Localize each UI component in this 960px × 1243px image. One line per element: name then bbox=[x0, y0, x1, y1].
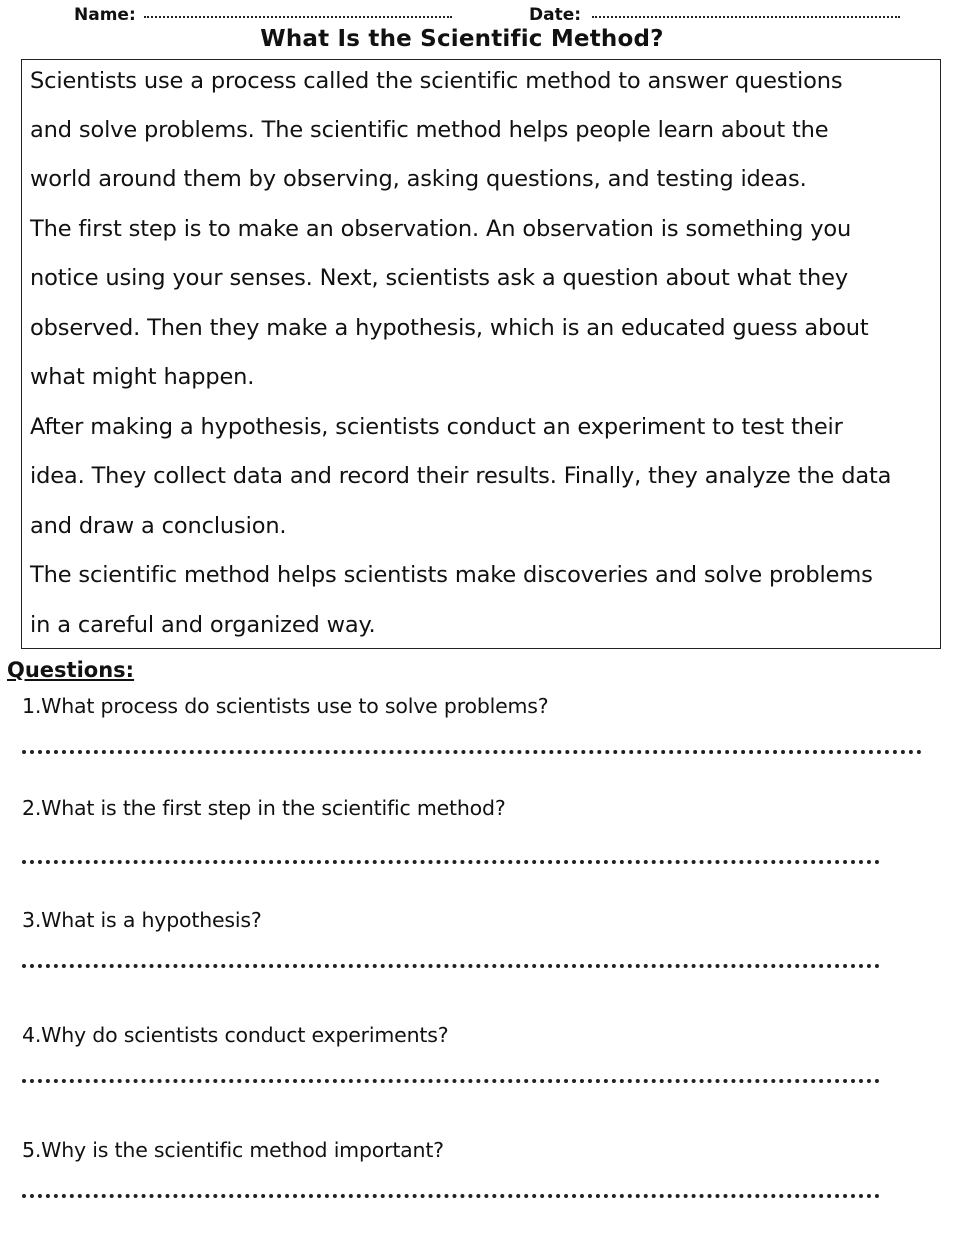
worksheet-title: What Is the Scientific Method? bbox=[260, 26, 664, 52]
passage-line: The first step is to make an observation. An observation is something you bbox=[30, 216, 852, 242]
passage-line: The scientific method helps scientists make discoveries and solve problems bbox=[30, 562, 873, 588]
question-2: 2.What is the first step in the scientific method? bbox=[22, 796, 506, 820]
answer-line-5[interactable] bbox=[22, 1194, 880, 1198]
passage-line: and draw a conclusion. bbox=[30, 513, 287, 539]
question-4: 4.Why do scientists conduct experiments? bbox=[22, 1023, 449, 1047]
answer-line-1[interactable] bbox=[22, 750, 922, 754]
date-field-line[interactable] bbox=[592, 16, 900, 18]
reading-passage-box bbox=[21, 59, 941, 649]
passage-line: Scientists use a process called the scientific method to answer questions bbox=[30, 68, 843, 94]
answer-line-2[interactable] bbox=[22, 860, 880, 864]
passage-line: world around them by observing, asking questions, and testing ideas. bbox=[30, 166, 807, 192]
question-3: 3.What is a hypothesis? bbox=[22, 908, 262, 932]
answer-line-3[interactable] bbox=[22, 964, 880, 968]
question-5: 5.Why is the scientific method important? bbox=[22, 1138, 444, 1162]
questions-heading: Questions: bbox=[7, 658, 135, 682]
passage-line: notice using your senses. Next, scientists ask a question about what they bbox=[30, 265, 848, 291]
passage-line: and solve problems. The scientific method helps people learn about the bbox=[30, 117, 829, 143]
passage-line: After making a hypothesis, scientists conduct an experiment to test their bbox=[30, 414, 843, 440]
header-row bbox=[0, 2, 960, 26]
passage-line: observed. Then they make a hypothesis, which is an educated guess about bbox=[30, 315, 869, 341]
date-label: Date: bbox=[529, 5, 582, 25]
question-1: 1.What process do scientists use to solve problems? bbox=[22, 694, 549, 718]
answer-line-4[interactable] bbox=[22, 1079, 880, 1083]
name-field-line[interactable] bbox=[144, 16, 452, 18]
passage-line: idea. They collect data and record their results. Finally, they analyze the data bbox=[30, 463, 892, 489]
passage-line: what might happen. bbox=[30, 364, 255, 390]
name-label: Name: bbox=[74, 5, 136, 25]
passage-line: in a careful and organized way. bbox=[30, 612, 376, 638]
